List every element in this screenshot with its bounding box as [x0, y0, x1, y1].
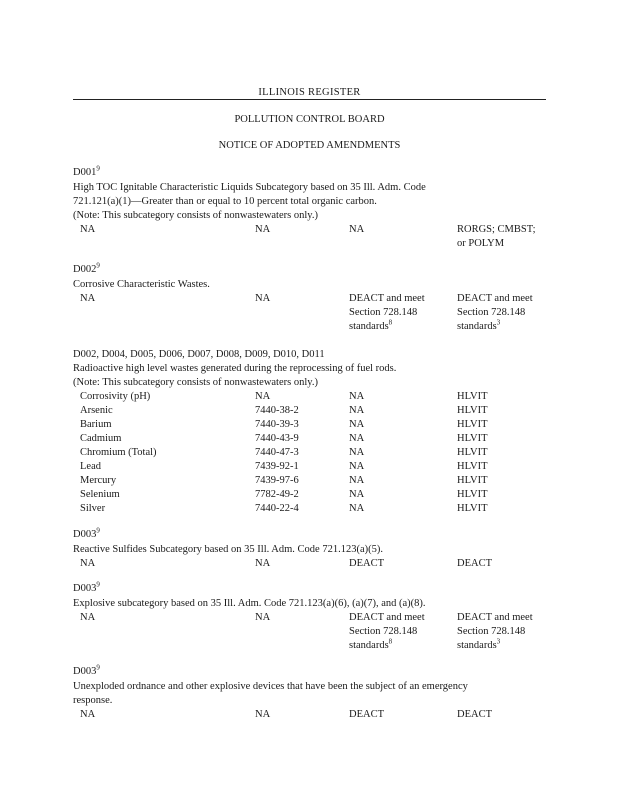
table-row-ww: NA — [349, 391, 365, 402]
table-row-name: Mercury — [80, 475, 117, 486]
d003-ordnance-code: $D003^9$ — [73, 663, 100, 677]
table-row-name: Arsenic — [80, 405, 113, 416]
d002-col3-line2: Section 728.148 — [349, 307, 418, 318]
d003-explosive-col3-line1: DEACT and meet — [349, 612, 425, 623]
d001-desc-line1: High TOC Ignitable Characteristic Liquids Subcategory based on 35 Ill. Adm. Code — [73, 182, 426, 193]
table-row-nww: HLVIT — [457, 489, 488, 500]
table-row-nww: HLVIT — [457, 405, 488, 416]
d003-sulfides-col2: NA — [255, 558, 271, 569]
table-row-cas: 7439-92-1 — [255, 461, 299, 472]
d002-col1: NA — [80, 293, 96, 304]
d001-desc-line2: 721.121(a)(1)—Greater than or equal to 10 percent total organic carbon. — [73, 196, 377, 207]
d003-ordnance-col2: NA — [255, 709, 271, 720]
d003-explosive-col3-line2: Section 728.148 — [349, 626, 418, 637]
table-row-nww: HLVIT — [457, 447, 488, 458]
table-row-ww: NA — [349, 475, 365, 486]
table-row-nww: HLVIT — [457, 419, 488, 430]
d002-col2: NA — [255, 293, 271, 304]
table-row-ww: NA — [349, 489, 365, 500]
d001-col4-line2: or POLYM — [457, 238, 505, 249]
table-row-cas: 7439-97-6 — [255, 475, 299, 486]
d003-explosive-col4-line1: DEACT and meet — [457, 612, 533, 623]
d001-code: $D001^9$ — [73, 164, 100, 178]
d003-ordnance-desc-line2: response. — [73, 695, 113, 706]
d003-explosive-col2: NA — [255, 612, 271, 623]
table-row-nww: HLVIT — [457, 503, 488, 514]
table-row-ww: NA — [349, 461, 365, 472]
table-row-cas: 7440-38-2 — [255, 405, 299, 416]
d001-col1: NA — [80, 224, 96, 235]
table-row-cas: NA — [255, 391, 271, 402]
d003-sulfides-col1: NA — [80, 558, 96, 569]
d003-explosive-col1: NA — [80, 612, 96, 623]
d002-col4-line3: standards$^3$ — [457, 318, 501, 332]
table-row-cas: 7440-43-9 — [255, 433, 299, 444]
d001-col2: NA — [255, 224, 271, 235]
table-row-name: Selenium — [80, 489, 120, 500]
table-row-ww: NA — [349, 433, 365, 444]
notice-title: NOTICE OF ADOPTED AMENDMENTS — [218, 140, 401, 151]
table-row-cas: 7440-47-3 — [255, 447, 299, 458]
table-row-name: Cadmium — [80, 433, 122, 444]
table-row-cas: 7440-22-4 — [255, 503, 299, 514]
table-row-ww: NA — [349, 419, 365, 430]
d003-sulfides-desc: Reactive Sulfides Subcategory based on 35 Ill. Adm. Code 721.123(a)(5). — [73, 544, 383, 555]
d002-code: $D002^9$ — [73, 261, 100, 275]
d003-ordnance-col1: NA — [80, 709, 96, 720]
table-row-name: Silver — [80, 503, 106, 514]
d003-explosive-col4-line3: standards$^3$ — [457, 637, 501, 651]
d003-ordnance-col3: DEACT — [349, 709, 384, 720]
d002-col3-line3: standards$^8$ — [349, 318, 393, 332]
register-title: ILLINOIS REGISTER — [258, 87, 361, 98]
table-row-name: Corrosivity (pH) — [80, 391, 151, 402]
header-rule — [73, 99, 546, 100]
d002-col4-line2: Section 728.148 — [457, 307, 526, 318]
d003-sulfides-col3: DEACT — [349, 558, 384, 569]
d003-ordnance-col4: DEACT — [457, 709, 492, 720]
d003-ordnance-desc-line1: Unexploded ordnance and other explosive devices that have been the subject of an emergency — [73, 681, 468, 692]
table-row-name: Barium — [80, 419, 112, 430]
radioactive-codes: D002, D004, D005, D006, D007, D008, D009, D010, D011 — [73, 349, 325, 360]
d001-col4-line1: RORGS; CMBST; — [457, 224, 536, 235]
table-row-ww: NA — [349, 447, 365, 458]
d003-explosive-code: $D003^9$ — [73, 580, 100, 594]
radioactive-note: (Note: This subcategory consists of nonwastewaters only.) — [73, 377, 318, 388]
table-row-nww: HLVIT — [457, 391, 488, 402]
d003-explosive-desc: Explosive subcategory based on 35 Ill. Adm. Code 721.123(a)(6), (a)(7), and (a)(8). — [73, 598, 426, 609]
table-row-nww: HLVIT — [457, 433, 488, 444]
table-row-ww: NA — [349, 503, 365, 514]
board-title: POLLUTION CONTROL BOARD — [234, 114, 385, 125]
table-row-cas: 7782-49-2 — [255, 489, 299, 500]
d003-explosive-col4-line2: Section 728.148 — [457, 626, 526, 637]
radioactive-desc: Radioactive high level wastes generated during the reprocessing of fuel rods. — [73, 363, 397, 374]
table-row-name: Lead — [80, 461, 101, 472]
d001-note: (Note: This subcategory consists of nonwastewaters only.) — [73, 210, 318, 221]
table-row-nww: HLVIT — [457, 475, 488, 486]
d002-col3-line1: DEACT and meet — [349, 293, 425, 304]
d002-desc: Corrosive Characteristic Wastes. — [73, 279, 210, 290]
d003-sulfides-col4: DEACT — [457, 558, 492, 569]
d001-col3: NA — [349, 224, 365, 235]
d003-sulfides-code: $D003^9$ — [73, 526, 100, 540]
table-row-cas: 7440-39-3 — [255, 419, 299, 430]
d003-explosive-col3-line3: standards$^8$ — [349, 637, 393, 651]
d002-col4-line1: DEACT and meet — [457, 293, 533, 304]
table-row-ww: NA — [349, 405, 365, 416]
table-row-name: Chromium (Total) — [80, 447, 157, 458]
table-row-nww: HLVIT — [457, 461, 488, 472]
